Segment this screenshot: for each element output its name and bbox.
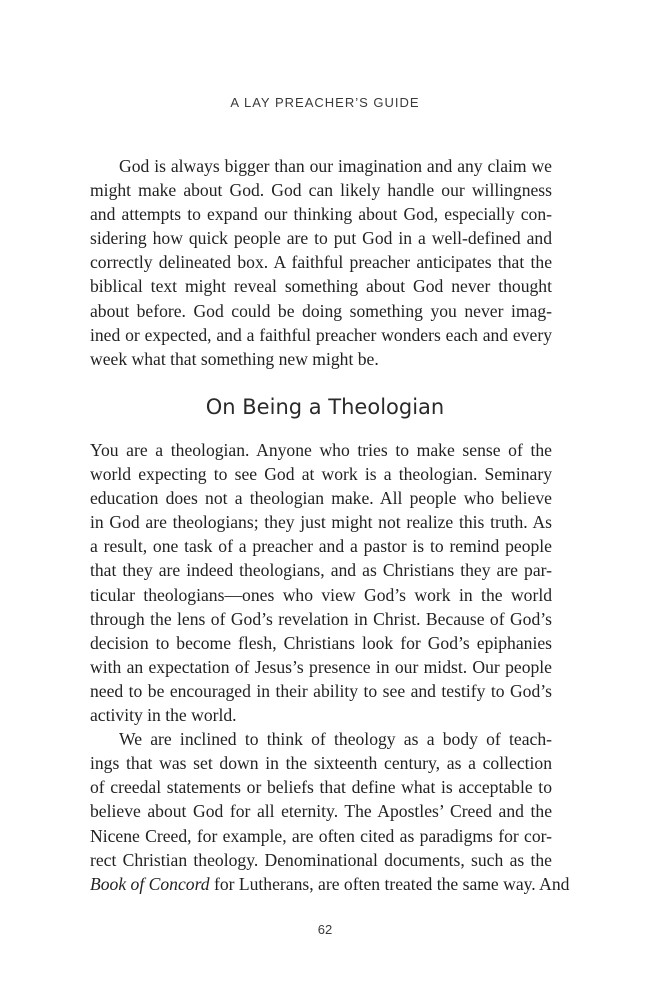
running-head: A LAY PREACHER’S GUIDE (230, 95, 420, 110)
page-number: 62 (317, 922, 333, 937)
paragraph-line: believe about God for all eternity. The Apostles’ Creed and the (90, 801, 552, 822)
paragraph-line: Nicene Creed, for example, are often cited as paradigms for cor- (90, 825, 552, 846)
paragraph-line: activity in the world. (90, 705, 237, 726)
paragraph-line: ings that was set down in the sixteenth century, as a collection (90, 753, 552, 774)
paragraph-line: a result, one task of a preacher and a pastor is to remind people (90, 536, 552, 557)
section-body (90, 438, 570, 896)
paragraph-line: of creedal statements or beliefs that define what is acceptable to (90, 777, 552, 798)
paragraph-imagination (90, 154, 552, 371)
paragraph-line: and attempts to expand our thinking about God, especially con- (90, 204, 552, 225)
paragraph-line: biblical text might reveal something about God never thought (90, 276, 552, 297)
paragraph-line: in God are theologians; they just might not realize this truth. As (90, 512, 552, 533)
book-title-italic: Book of Concord (90, 873, 210, 894)
paragraph-line: might make about God. God can likely handle our willingness (90, 180, 552, 201)
paragraph-line (90, 872, 570, 896)
paragraph-line: week what that something new might be. (90, 348, 379, 369)
paragraph-line: that they are indeed theologians, and as Christians they are par- (90, 560, 552, 581)
paragraph-line: with an expectation of Jesus’s presence in our midst. Our people (90, 656, 552, 677)
paragraph-line-rest: for Lutherans, are often treated the same way. And (209, 873, 570, 894)
paragraph-line: God is always bigger than our imagination and any claim we (119, 156, 552, 176)
paragraph-line: about before. God could be doing something you never imag- (90, 300, 552, 321)
paragraph-line: decision to become flesh, Christians look for God’s epiphanies (90, 632, 552, 653)
paragraph-line: ined or expected, and a faithful preacher wonders each and every (90, 324, 552, 345)
paragraph-line: We are inclined to think of theology as a body of teach- (119, 729, 552, 750)
paragraph-line: ticular theologians—ones who view God’s work in the world (90, 584, 552, 605)
paragraph-line: education does not a theologian make. All people who believe (90, 488, 552, 509)
section-heading: On Being a Theologian (205, 395, 445, 419)
paragraph-line: through the lens of God’s revelation in Christ. Because of God’s (90, 608, 552, 629)
paragraph-line: rect Christian theology. Denominational documents, such as the (90, 849, 552, 870)
paragraph-line: correctly delineated box. A faithful preacher anticipates that the (90, 252, 552, 273)
paragraph-line: world expecting to see God at work is a theologian. Seminary (90, 464, 552, 485)
paragraph-line: sidering how quick people are to put God in a well-defined and (90, 228, 552, 249)
paragraph-line: You are a theologian. Anyone who tries to make sense of the (90, 440, 552, 460)
paragraph-line: need to be encouraged in their ability to see and testify to God’s (90, 680, 552, 701)
